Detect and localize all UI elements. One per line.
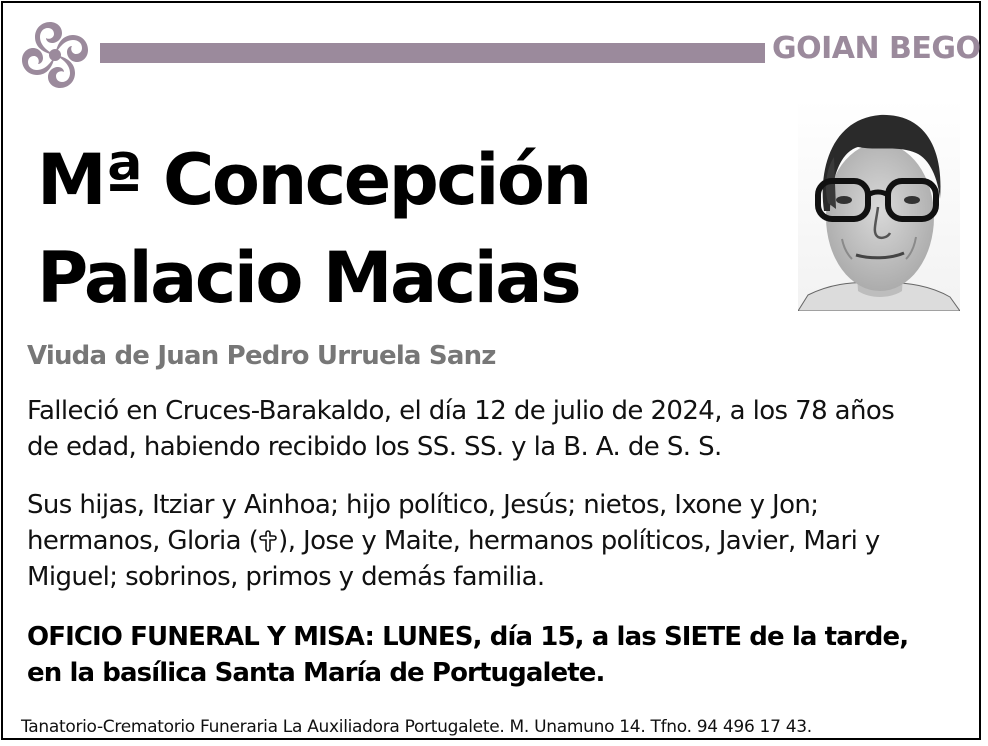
family-paragraph <box>27 487 880 595</box>
death-paragraph <box>27 393 894 465</box>
text-fragment: ), Jose y Maite, hermanos políticos, Javier, Mari y <box>278 526 880 556</box>
text-line: en la basílica Santa María de Portugalete. <box>27 658 605 688</box>
text-line: Miguel; sobrinos, primos y demás familia. <box>27 562 545 592</box>
widow-subtitle: Viuda de Juan Pedro Urruela Sanz <box>27 341 496 371</box>
funeral-home-footer: Tanatorio-Crematorio Funeraria La Auxiliadora Portugalete. M. Unamuno 14. Tfno. 94 496 17 43. <box>21 717 812 737</box>
text-line <box>27 523 880 559</box>
text-line: Falleció en Cruces-Barakaldo, el día 12 de julio de 2024, a los 78 años <box>27 396 895 426</box>
header-bar <box>100 43 765 63</box>
deceased-name <box>37 131 590 327</box>
text-line: Sus hijas, Itziar y Ainhoa; hijo político, Jesús; nietos, Ixone y Jon; <box>27 490 819 520</box>
name-line-2: Palacio Macias <box>37 237 580 319</box>
obituary-card <box>1 1 981 740</box>
text-fragment: hermanos, Gloria ( <box>27 526 259 556</box>
name-line-1: Mª Concepción <box>37 139 590 221</box>
text-line: OFICIO FUNERAL Y MISA: LUNES, día 15, a las SIETE de la tarde, <box>27 622 909 652</box>
cross-icon <box>258 530 278 552</box>
text-line: de edad, habiendo recibido los SS. SS. y la B. A. de S. S. <box>27 432 722 462</box>
section-label: GOIAN BEGO <box>772 31 981 66</box>
lauburu-icon <box>13 13 97 97</box>
portrait-photo <box>798 99 960 311</box>
funeral-paragraph <box>27 619 908 691</box>
